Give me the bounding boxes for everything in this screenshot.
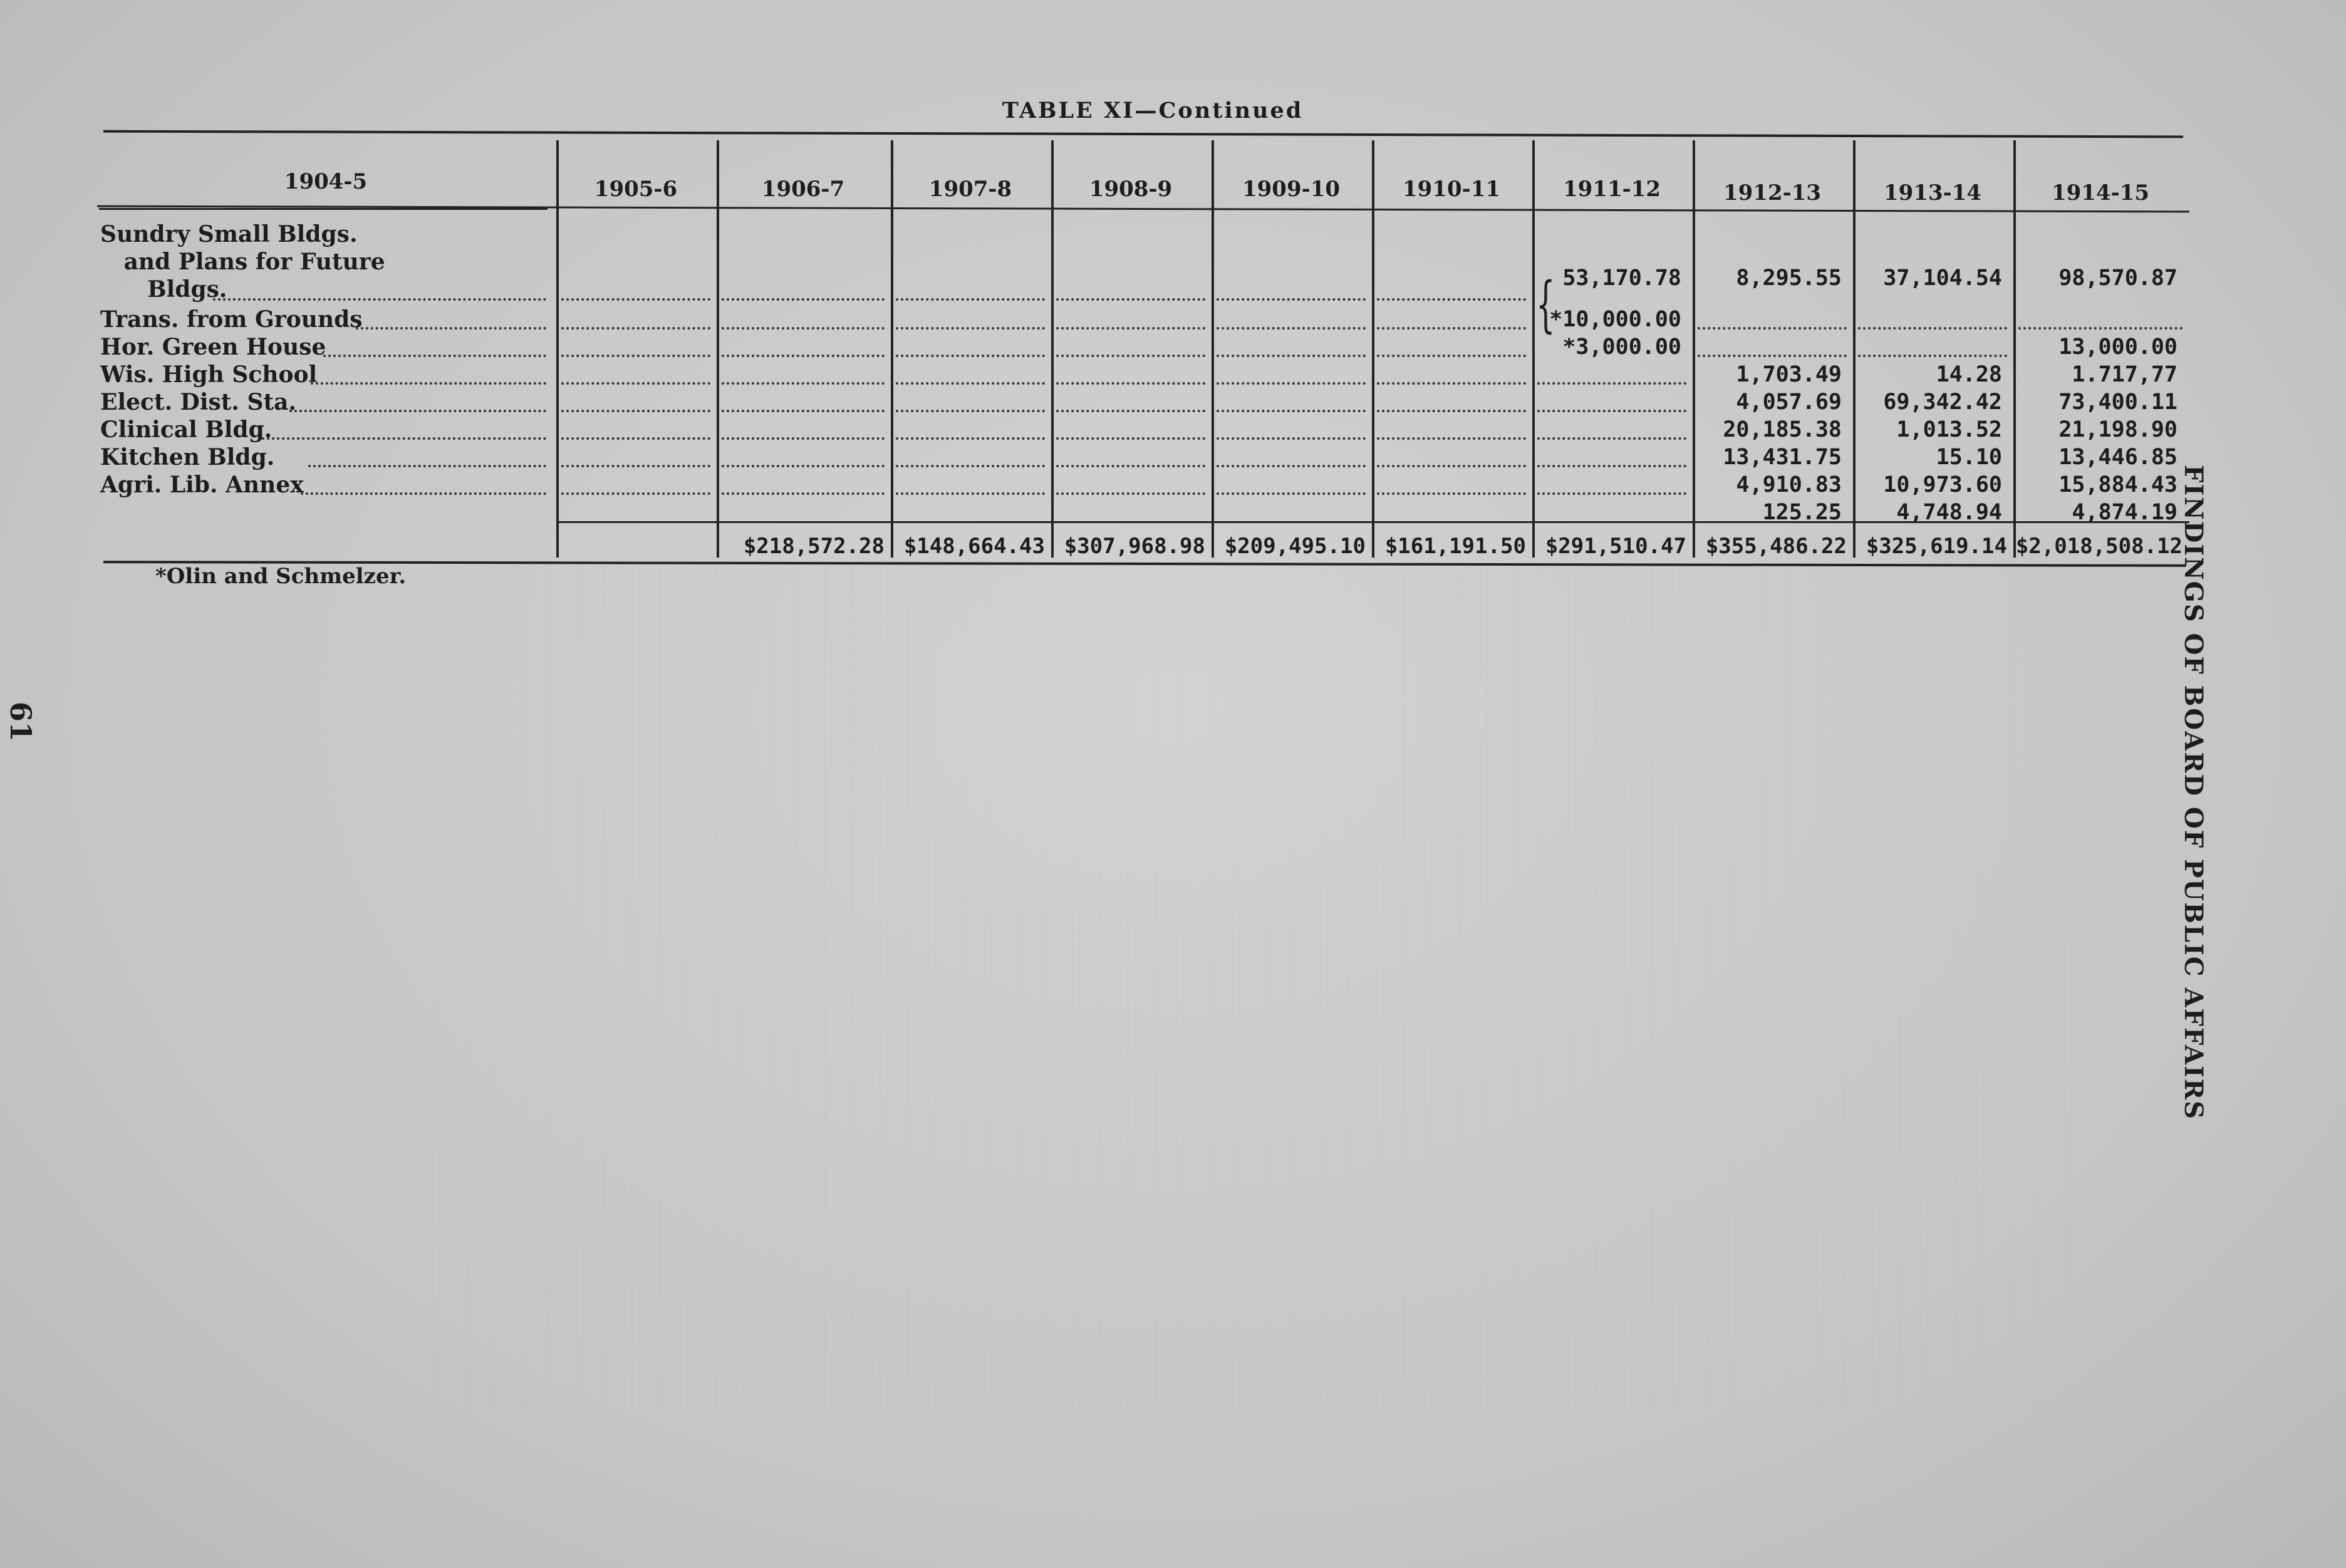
table-top-rule: [103, 130, 2183, 138]
dotted-leader: [1698, 327, 1847, 330]
dotted-leader: [1056, 327, 1205, 330]
dotted-leader: [722, 327, 885, 330]
dotted-leader: [289, 410, 546, 412]
table-cell: 73,400.11: [2058, 390, 2177, 415]
dotted-leader: [1217, 355, 1366, 357]
dotted-leader: [722, 298, 885, 301]
dotted-leader: [1056, 437, 1205, 440]
dotted-leader: [896, 298, 1045, 301]
column-header: 1914-15: [2051, 180, 2150, 205]
table-cell: 4,910.83: [1736, 472, 1842, 497]
dotted-leader: [896, 492, 1045, 495]
column-divider: [1372, 140, 1374, 558]
dotted-leader: [1056, 382, 1205, 385]
dotted-leader: [1537, 465, 1686, 467]
table-cell: 13,000.00: [2058, 335, 2177, 360]
dotted-leader: [1377, 492, 1526, 495]
row-label: Hor. Green House: [100, 334, 326, 360]
total-cell: $2,018,508.12: [2015, 534, 2183, 559]
table-cell: 1,703.49: [1736, 362, 1842, 387]
dotted-leader: [1377, 410, 1526, 412]
dotted-leader: [1377, 298, 1526, 301]
dotted-leader: [722, 437, 885, 440]
row-label: Wis. High School: [100, 361, 318, 388]
dotted-leader: [1377, 355, 1526, 357]
row-label: Elect. Dist. Sta.: [100, 389, 296, 415]
table-cell: 4,057.69: [1736, 390, 1842, 415]
dotted-leader: [561, 298, 710, 301]
table-cell: 15.10: [1936, 445, 2002, 470]
dotted-leader: [561, 382, 710, 385]
dotted-leader: [1217, 465, 1366, 467]
dotted-leader: [311, 382, 546, 385]
dotted-leader: [1217, 382, 1366, 385]
bracket-mark: {: [1536, 269, 1555, 340]
table-cell: 125.25: [1762, 500, 1842, 525]
row-label: Clinical Bldg.: [100, 417, 272, 443]
dotted-leader: [1537, 437, 1686, 440]
stub-header-rule: [99, 208, 548, 210]
total-cell: $209,495.10: [1224, 534, 1366, 559]
row-label: Agri. Lib. Annex: [100, 472, 304, 498]
table-cell: *10,000.00: [1549, 307, 1681, 332]
dotted-leader: [896, 355, 1045, 357]
dotted-leader: [561, 492, 710, 495]
total-cell: $148,664.43: [903, 534, 1045, 559]
total-cell: $291,510.47: [1545, 534, 1686, 559]
dotted-leader: [722, 492, 885, 495]
dotted-leader: [1858, 355, 2007, 357]
dotted-leader: [896, 382, 1045, 385]
column-header: 1906-7: [761, 177, 845, 202]
dotted-leader: [561, 465, 710, 467]
dotted-leader: [1217, 492, 1366, 495]
dotted-leader: [2018, 327, 2183, 330]
dotted-leader: [1377, 327, 1526, 330]
table-cell: 14.28: [1936, 362, 2002, 387]
dotted-leader: [262, 437, 546, 440]
dotted-leader: [308, 465, 546, 467]
total-cell: $325,619.14: [1866, 534, 2007, 559]
dotted-leader: [1537, 410, 1686, 412]
table-title: TABLE XI—Continued: [1002, 98, 1304, 123]
table-cell: 13,446.85: [2058, 445, 2177, 470]
dotted-leader: [1217, 298, 1366, 301]
dotted-leader: [356, 327, 546, 330]
dotted-leader: [722, 355, 885, 357]
column-header: 1908-9: [1089, 177, 1173, 202]
dotted-leader: [896, 327, 1045, 330]
column-header: 1913-14: [1883, 180, 1982, 205]
table-cell: 69,342.42: [1883, 390, 2002, 415]
dotted-leader: [1698, 355, 1847, 357]
dotted-leader: [896, 465, 1045, 467]
dotted-leader: [301, 492, 546, 495]
dotted-leader: [722, 382, 885, 385]
table-cell: 37,104.54: [1883, 266, 2002, 291]
dotted-leader: [1056, 492, 1205, 495]
dotted-leader: [1056, 410, 1205, 412]
dotted-leader: [1537, 492, 1686, 495]
dotted-leader: [213, 298, 546, 301]
table-cell: 1.717,77: [2072, 362, 2177, 387]
table-cell: 13,431.75: [1723, 445, 1842, 470]
column-header: 1909-10: [1242, 177, 1341, 202]
dotted-leader: [1858, 327, 2007, 330]
row-label: Kitchen Bldg.: [100, 444, 275, 470]
column-divider: [1212, 140, 1214, 558]
table-cell: 21,198.90: [2058, 417, 2177, 442]
column-divider: [891, 140, 893, 558]
row-label: Trans. from Grounds: [100, 306, 363, 333]
dotted-leader: [561, 327, 710, 330]
dotted-leader: [561, 437, 710, 440]
dotted-leader: [896, 410, 1045, 412]
column-divider: [556, 140, 559, 558]
dotted-leader: [1217, 410, 1366, 412]
table-cell: 20,185.38: [1723, 417, 1842, 442]
dotted-leader: [1377, 465, 1526, 467]
dotted-leader: [722, 410, 885, 412]
row-label: Sundry Small Bldgs. and Plans for Future Bldgs.: [100, 221, 385, 303]
footnote: *Olin and Schmelzer.: [155, 564, 407, 589]
running-head: FINDINGS OF BOARD OF PUBLIC AFFAIRS: [2179, 465, 2208, 1120]
total-cell: $218,572.28: [743, 534, 885, 559]
dotted-leader: [1537, 382, 1686, 385]
dotted-leader: [1056, 465, 1205, 467]
dotted-leader: [1217, 327, 1366, 330]
page-number: 61: [4, 702, 38, 742]
column-header: 1905-6: [594, 177, 678, 202]
dotted-leader: [1056, 298, 1205, 301]
dotted-leader: [323, 355, 546, 357]
column-divider: [1051, 140, 1054, 558]
total-cell: $307,968.98: [1064, 534, 1205, 559]
dotted-leader: [896, 437, 1045, 440]
table-cell: 1,013.52: [1896, 417, 2002, 442]
table-cell: 8,295.55: [1736, 266, 1842, 291]
show-through-text: [439, 564, 2067, 1410]
table-cell: 4,748.94: [1896, 500, 2002, 525]
column-divider: [717, 140, 719, 558]
table-cell: *3,000.00: [1562, 335, 1681, 360]
dotted-leader: [1377, 382, 1526, 385]
column-header: 1907-8: [928, 177, 1012, 202]
dotted-leader: [722, 465, 885, 467]
dotted-leader: [1217, 437, 1366, 440]
dotted-leader: [561, 355, 710, 357]
dotted-leader: [1377, 437, 1526, 440]
column-header: 1912-13: [1723, 180, 1822, 205]
total-cell: $355,486.22: [1705, 534, 1847, 559]
table-cell: 98,570.87: [2058, 266, 2177, 291]
table-cell: 15,884.43: [2058, 472, 2177, 497]
table-cell: 53,170.78: [1562, 266, 1681, 291]
dotted-leader: [1056, 355, 1205, 357]
column-header: 1904-5: [284, 169, 368, 194]
table-cell: 4,874.19: [2072, 500, 2177, 525]
table-cell: 10,973.60: [1883, 472, 2002, 497]
dotted-leader: [561, 410, 710, 412]
column-header: 1911-12: [1562, 177, 1661, 202]
column-header: 1910-11: [1402, 177, 1501, 202]
total-cell: $161,191.50: [1384, 534, 1526, 559]
